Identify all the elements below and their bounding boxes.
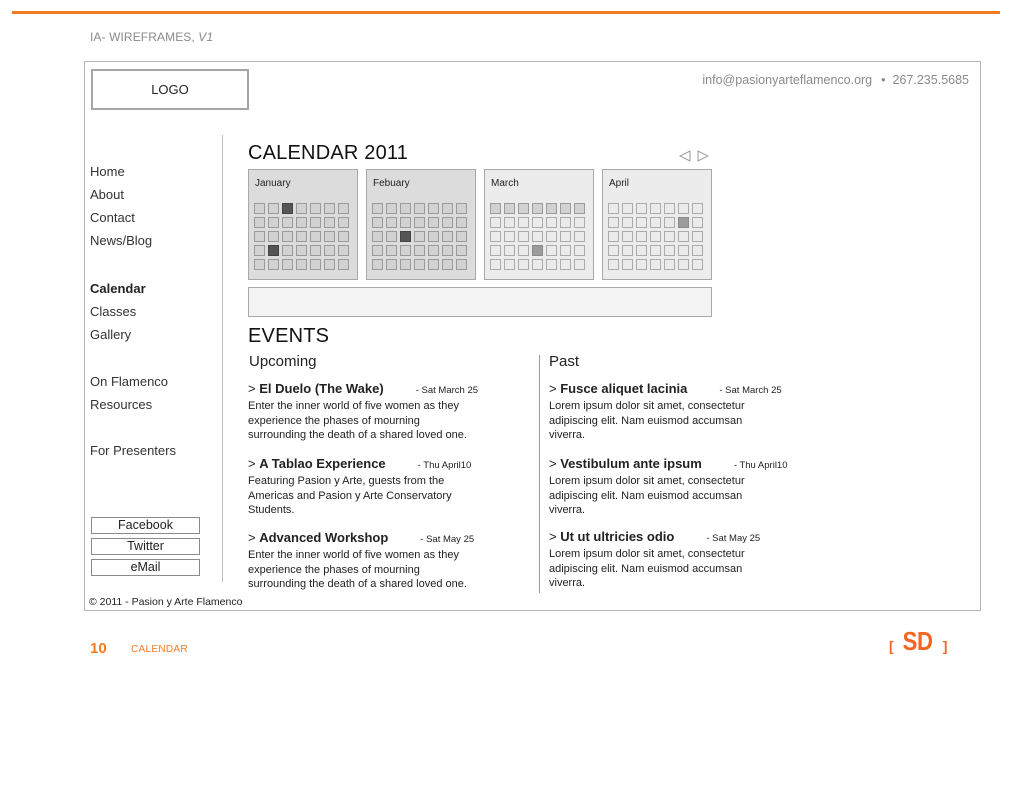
page-section-label: CALENDAR	[131, 644, 188, 655]
upcoming-event	[248, 381, 498, 443]
nav-item-about[interactable]: About	[90, 187, 124, 202]
triangle-right-icon[interactable]	[697, 150, 709, 162]
calendar-day[interactable]	[636, 203, 647, 214]
calendar-day[interactable]	[622, 259, 633, 270]
calendar-day[interactable]	[456, 231, 467, 242]
header-contact	[702, 73, 969, 87]
calendar-day[interactable]	[296, 231, 307, 242]
event-description-line: experience the phases of mourning	[248, 563, 420, 576]
calendar-day[interactable]	[504, 259, 515, 270]
event-description	[248, 474, 498, 518]
event-description-line: viverra.	[549, 429, 586, 442]
calendar-day[interactable]	[622, 245, 633, 256]
calendar-day[interactable]	[546, 231, 557, 242]
calendar-day[interactable]	[310, 245, 321, 256]
document-title	[90, 30, 213, 44]
calendar-day[interactable]	[386, 203, 397, 214]
calendar-day[interactable]	[282, 217, 293, 228]
calendar-day[interactable]	[428, 259, 439, 270]
calendar-day[interactable]	[400, 245, 411, 256]
event-title[interactable]: Vestibulum ante ipsum	[560, 456, 702, 471]
calendar-day[interactable]	[254, 259, 265, 270]
past-event	[549, 529, 799, 591]
calendar-day[interactable]	[692, 203, 703, 214]
nav-item-news-blog[interactable]: News/Blog	[90, 233, 153, 248]
calendar-day[interactable]	[518, 245, 529, 256]
calendar-day[interactable]	[490, 231, 501, 242]
event-date: - Thu April10	[733, 460, 788, 471]
event-date: - Sat March 25	[415, 385, 479, 396]
calendar-day[interactable]	[372, 203, 383, 214]
calendar-day[interactable]	[622, 231, 633, 242]
event-description-line: surrounding the death of a shared loved one.	[248, 578, 467, 591]
event-description	[549, 547, 799, 591]
event-description-line: Lorem ipsum dolor sit amet, consectetur	[549, 548, 745, 560]
nav-item-classes[interactable]: Classes	[90, 304, 137, 319]
calendar-day[interactable]	[678, 231, 689, 242]
calendar-day[interactable]	[254, 245, 265, 256]
calendar-day[interactable]	[664, 217, 675, 228]
calendar-day[interactable]	[296, 217, 307, 228]
calendar-day[interactable]	[442, 259, 453, 270]
calendar-day[interactable]	[636, 245, 647, 256]
calendar-day[interactable]	[692, 259, 703, 270]
calendar-day[interactable]	[254, 231, 265, 242]
calendar-day[interactable]	[338, 259, 349, 270]
event-title[interactable]: El Duelo (The Wake)	[259, 381, 384, 396]
calendar-day[interactable]	[456, 259, 467, 270]
event-title[interactable]: Advanced Workshop	[259, 530, 389, 545]
event-header	[248, 381, 498, 399]
calendar-day[interactable]	[532, 203, 543, 214]
calendar-day[interactable]	[428, 217, 439, 228]
month-april	[602, 169, 712, 280]
calendar-day[interactable]	[608, 231, 619, 242]
calendar-day[interactable]	[282, 245, 293, 256]
month-grid	[254, 203, 349, 270]
calendar-day[interactable]	[546, 245, 557, 256]
calendar-day[interactable]	[664, 259, 675, 270]
calendar-day[interactable]	[574, 245, 585, 256]
calendar-day[interactable]	[324, 245, 335, 256]
event-date: - Thu April10	[417, 460, 472, 471]
calendar-day[interactable]	[664, 231, 675, 242]
event-date: - Sat March 25	[719, 385, 782, 396]
calendar-day[interactable]	[608, 217, 619, 228]
calendar-day[interactable]	[636, 231, 647, 242]
past-heading: Past	[549, 353, 580, 370]
calendar-day[interactable]	[650, 245, 661, 256]
nav-item-home[interactable]: Home	[90, 164, 125, 179]
event-description-line: surrounding the death of a shared loved one.	[248, 429, 467, 442]
calendar-detail-bar	[248, 287, 712, 317]
past-event	[549, 381, 799, 443]
calendar-day[interactable]	[560, 217, 571, 228]
calendar-day[interactable]	[678, 259, 689, 270]
calendar-day[interactable]	[386, 217, 397, 228]
event-header	[248, 456, 498, 474]
top-orange-rule	[12, 11, 1000, 14]
event-description	[549, 399, 799, 443]
calendar-day[interactable]	[372, 245, 383, 256]
calendar-day[interactable]	[400, 259, 411, 270]
email-button[interactable]: eMail	[91, 559, 200, 576]
nav-item-for-presenters[interactable]: For Presenters	[90, 443, 176, 458]
calendar-event-day[interactable]	[400, 231, 411, 242]
calendar-day[interactable]	[518, 231, 529, 242]
event-description-line: Lorem ipsum dolor sit amet, consectetur	[549, 475, 745, 487]
chevron-right-icon: >	[549, 456, 561, 471]
nav-item-calendar[interactable]: Calendar	[90, 281, 146, 296]
calendar-day[interactable]	[608, 259, 619, 270]
calendar-day[interactable]	[560, 203, 571, 214]
calendar-event-day[interactable]	[282, 203, 293, 214]
event-title[interactable]: Fusce aliquet lacinia	[560, 381, 688, 396]
calendar-day[interactable]	[532, 259, 543, 270]
event-header	[549, 381, 799, 399]
calendar-day[interactable]	[664, 203, 675, 214]
calendar-day[interactable]	[414, 245, 425, 256]
event-description	[248, 399, 498, 443]
calendar-day[interactable]	[504, 245, 515, 256]
calendar-day[interactable]	[574, 217, 585, 228]
triangle-left-icon[interactable]	[679, 150, 691, 162]
page-number: 10	[90, 640, 107, 657]
calendar-day[interactable]	[490, 203, 501, 214]
chevron-right-icon: >	[248, 530, 260, 545]
month-february	[366, 169, 476, 280]
calendar-day[interactable]	[268, 217, 279, 228]
calendar-day[interactable]	[268, 203, 279, 214]
calendar-day[interactable]	[338, 217, 349, 228]
calendar-day[interactable]	[456, 245, 467, 256]
calendar-day[interactable]	[504, 203, 515, 214]
contact-email[interactable]: info@pasionyarteflamenco.org	[702, 73, 873, 87]
month-grid	[372, 203, 467, 270]
calendar-day[interactable]	[560, 231, 571, 242]
calendar-day[interactable]	[372, 217, 383, 228]
calendar-day[interactable]	[338, 245, 349, 256]
calendar-day[interactable]	[414, 231, 425, 242]
calendar-day[interactable]	[282, 231, 293, 242]
calendar-day[interactable]	[324, 231, 335, 242]
nav-item-on-flamenco[interactable]: On Flamenco	[90, 374, 169, 389]
calendar-day[interactable]	[490, 217, 501, 228]
calendar-event-day[interactable]	[532, 245, 543, 256]
event-description-line: Featuring Pasion y Arte, guests from the	[248, 475, 445, 487]
event-date: - Sat May 25	[420, 534, 475, 545]
twitter-button[interactable]: Twitter	[91, 538, 200, 555]
sidebar-divider	[222, 135, 223, 582]
calendar-day[interactable]	[254, 203, 265, 214]
calendar-event-day[interactable]	[268, 245, 279, 256]
contact-separator: •	[881, 73, 886, 87]
brand-bracket-left: [	[889, 638, 894, 654]
wireframe-frame	[84, 61, 981, 611]
calendar-day[interactable]	[282, 259, 293, 270]
calendar-day[interactable]	[456, 217, 467, 228]
calendar-day[interactable]	[574, 231, 585, 242]
document-version: V1	[198, 30, 214, 44]
calendar-day[interactable]	[664, 245, 675, 256]
event-description-line: experience the phases of mourning	[248, 414, 420, 427]
calendar-day[interactable]	[650, 259, 661, 270]
event-header	[549, 529, 799, 547]
calendar-day[interactable]	[518, 203, 529, 214]
calendar-day[interactable]	[442, 217, 453, 228]
logo-placeholder[interactable]	[91, 69, 249, 110]
calendar-day[interactable]	[296, 203, 307, 214]
month-label: April	[609, 178, 630, 189]
past-event	[549, 456, 799, 518]
month-label: March	[491, 178, 519, 189]
event-description	[248, 548, 498, 592]
calendar-title: CALENDAR 2011	[248, 142, 409, 164]
calendar-day[interactable]	[692, 217, 703, 228]
calendar-day[interactable]	[546, 259, 557, 270]
calendar-day[interactable]	[310, 203, 321, 214]
calendar-day[interactable]	[428, 203, 439, 214]
nav-item-contact[interactable]: Contact	[90, 210, 135, 225]
month-grid	[608, 203, 703, 270]
nav-item-gallery[interactable]: Gallery	[90, 327, 132, 342]
chevron-right-icon: >	[549, 529, 561, 544]
calendar-day[interactable]	[400, 203, 411, 214]
events-title: EVENTS	[248, 325, 330, 347]
calendar-day[interactable]	[622, 217, 633, 228]
calendar-day[interactable]	[310, 217, 321, 228]
nav-item-resources[interactable]: Resources	[90, 397, 153, 412]
calendar-day[interactable]	[650, 231, 661, 242]
calendar-day[interactable]	[692, 245, 703, 256]
calendar-day[interactable]	[532, 217, 543, 228]
copyright: © 2011 - Pasion y Arte Flamenco	[89, 596, 243, 608]
calendar-day[interactable]	[636, 217, 647, 228]
event-title[interactable]: A Tablao Experience	[259, 456, 386, 471]
calendar-day[interactable]	[338, 231, 349, 242]
upcoming-event	[248, 456, 498, 518]
calendar-day[interactable]	[442, 231, 453, 242]
event-description-line: adipiscing elit. Nam euismod accumsan	[549, 489, 743, 502]
calendar-day[interactable]	[608, 245, 619, 256]
event-header	[549, 456, 799, 474]
calendar-day[interactable]	[414, 217, 425, 228]
calendar-day[interactable]	[372, 259, 383, 270]
calendar-day[interactable]	[622, 203, 633, 214]
calendar-day[interactable]	[338, 203, 349, 214]
calendar-day[interactable]	[324, 203, 335, 214]
calendar-day[interactable]	[518, 259, 529, 270]
contact-phone[interactable]: 267.235.5685	[892, 73, 969, 87]
calendar-day[interactable]	[268, 259, 279, 270]
event-title[interactable]: Ut ut ultricies odio	[560, 529, 675, 544]
calendar-day[interactable]	[386, 245, 397, 256]
chevron-right-icon: >	[549, 381, 561, 396]
month-grid	[490, 203, 585, 270]
calendar-day[interactable]	[678, 203, 689, 214]
event-description-line: Enter the inner world of five women as they	[248, 549, 459, 561]
calendar-day[interactable]	[296, 245, 307, 256]
calendar-day[interactable]	[504, 231, 515, 242]
calendar-day[interactable]	[678, 245, 689, 256]
calendar-day[interactable]	[546, 217, 557, 228]
event-description-line: Students.	[248, 504, 295, 517]
upcoming-heading: Upcoming	[249, 353, 317, 370]
calendar-day[interactable]	[386, 231, 397, 242]
brand-bracket-right: ]	[942, 638, 948, 654]
calendar-day[interactable]	[324, 217, 335, 228]
calendar-day[interactable]	[518, 217, 529, 228]
event-description	[549, 474, 799, 518]
event-header	[248, 530, 498, 548]
calendar-day[interactable]	[310, 259, 321, 270]
calendar-day[interactable]	[490, 245, 501, 256]
calendar-day[interactable]	[254, 217, 265, 228]
month-january	[248, 169, 358, 280]
calendar-day[interactable]	[574, 203, 585, 214]
event-date: - Sat May 25	[706, 533, 761, 544]
event-description-line: adipiscing elit. Nam euismod accumsan	[549, 414, 743, 427]
event-description-line: viverra.	[549, 577, 586, 590]
facebook-button[interactable]: Facebook	[91, 517, 200, 534]
calendar-day[interactable]	[456, 203, 467, 214]
calendar-day[interactable]	[692, 231, 703, 242]
calendar-day[interactable]	[504, 217, 515, 228]
calendar-day[interactable]	[428, 245, 439, 256]
month-label: Febuary	[373, 178, 410, 189]
event-description-line: Enter the inner world of five women as they	[248, 400, 459, 412]
calendar-day[interactable]	[560, 245, 571, 256]
calendar-day[interactable]	[490, 259, 501, 270]
calendar-day[interactable]	[414, 203, 425, 214]
event-description-line: Lorem ipsum dolor sit amet, consectetur	[549, 400, 745, 412]
calendar-day[interactable]	[296, 259, 307, 270]
brand-mark: SD	[902, 626, 933, 656]
events-divider	[539, 355, 540, 593]
calendar-day[interactable]	[560, 259, 571, 270]
calendar-day[interactable]	[532, 231, 543, 242]
calendar-event-day[interactable]	[678, 217, 689, 228]
calendar-day[interactable]	[650, 203, 661, 214]
logo-label: LOGO	[151, 82, 189, 97]
calendar-pager	[679, 150, 709, 162]
calendar-day[interactable]	[442, 203, 453, 214]
event-description-line: Americas and Pasion y Arte Conservatory	[248, 489, 452, 502]
calendar-day[interactable]	[324, 259, 335, 270]
document-title-main: IA- WIREFRAMES,	[90, 30, 195, 44]
calendar-day[interactable]	[574, 259, 585, 270]
calendar-day[interactable]	[268, 231, 279, 242]
calendar-day[interactable]	[608, 203, 619, 214]
sd-brand-logo	[889, 626, 947, 657]
calendar-day[interactable]	[310, 231, 321, 242]
calendar-day[interactable]	[650, 217, 661, 228]
calendar-day[interactable]	[546, 203, 557, 214]
event-description-line: adipiscing elit. Nam euismod accumsan	[549, 562, 743, 575]
month-label: January	[255, 178, 291, 189]
event-description-line: viverra.	[549, 504, 586, 517]
calendar-day[interactable]	[636, 259, 647, 270]
calendar-day[interactable]	[414, 259, 425, 270]
month-march	[484, 169, 594, 280]
calendar-day[interactable]	[372, 231, 383, 242]
calendar-day[interactable]	[386, 259, 397, 270]
calendar-day[interactable]	[428, 231, 439, 242]
calendar-day[interactable]	[442, 245, 453, 256]
chevron-right-icon: >	[248, 456, 260, 471]
chevron-right-icon: >	[248, 381, 260, 396]
calendar-day[interactable]	[400, 217, 411, 228]
upcoming-event	[248, 530, 498, 592]
